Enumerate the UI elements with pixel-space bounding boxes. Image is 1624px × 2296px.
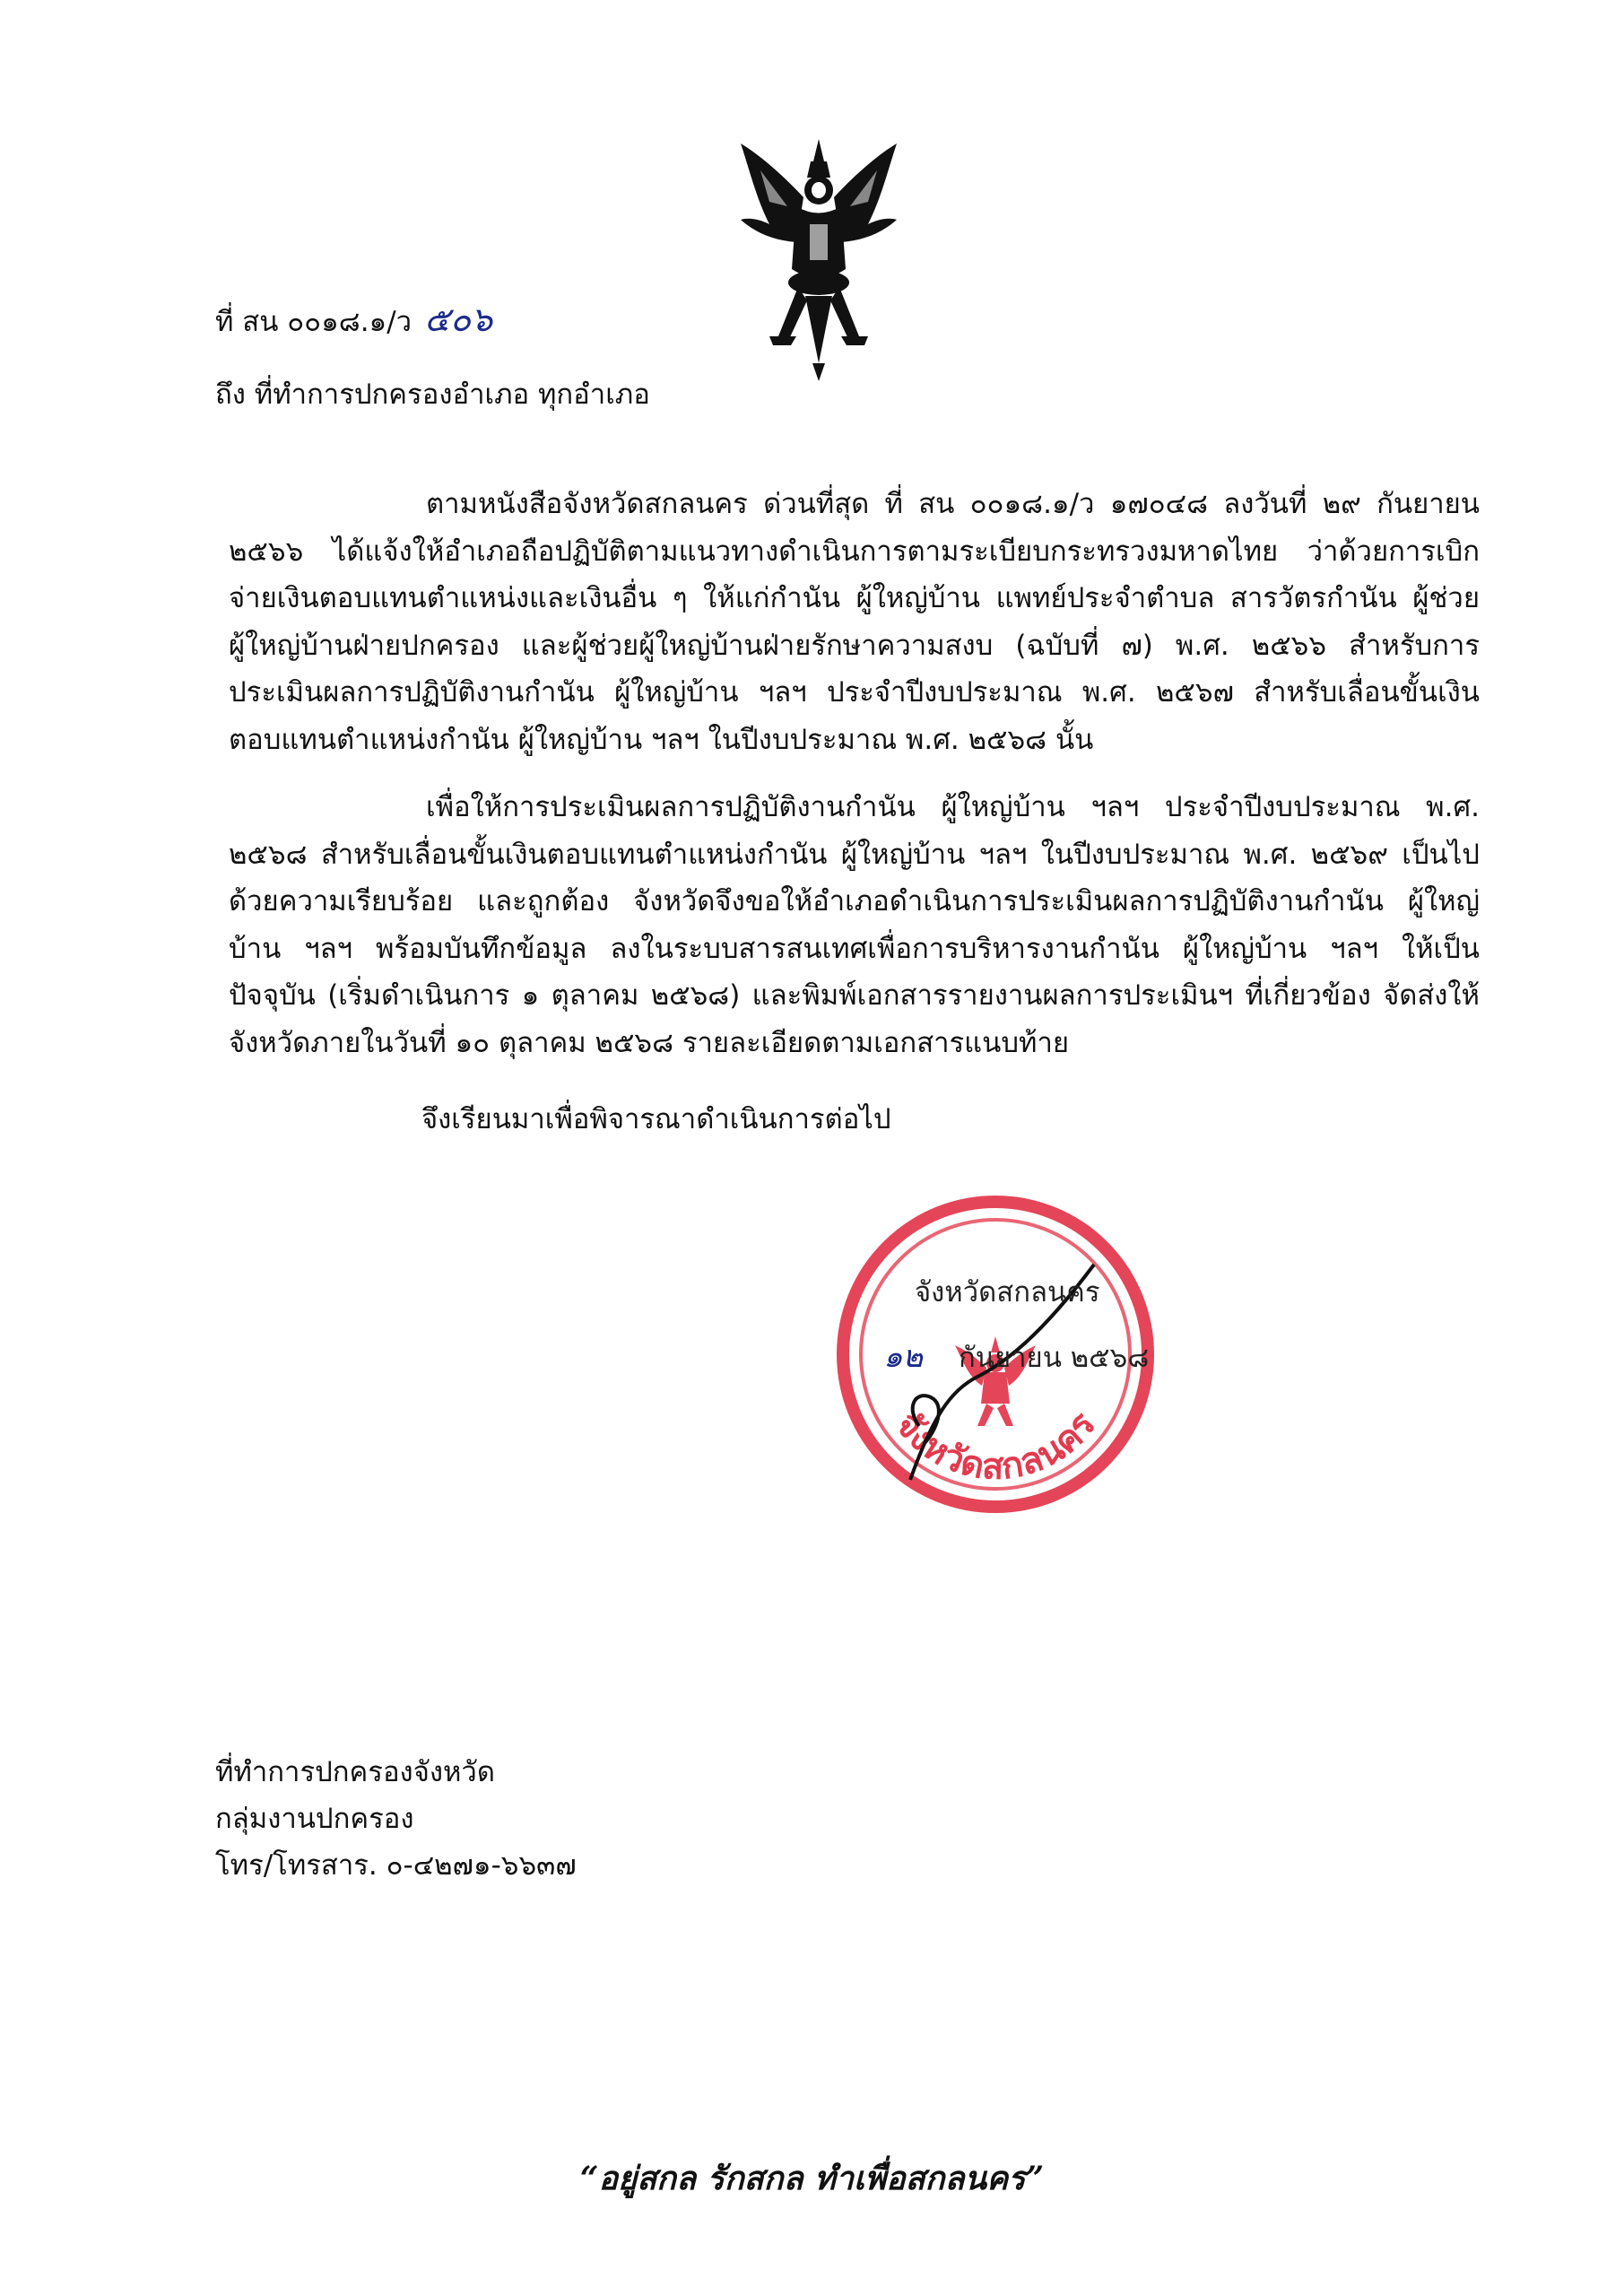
handwritten-reference-number: ๕๐๖ (424, 300, 493, 339)
signature-date (883, 1332, 1149, 1380)
reference-prefix: ที่ สน ๐๐๑๘.๑/ว (215, 306, 413, 338)
official-seal-stamp (825, 1184, 1166, 1525)
reference-number (215, 301, 492, 340)
province-slogan: “อยู่สกล รักสกล ทำเพื่อสกลนคร” (579, 2160, 1045, 2197)
handwritten-date-day: ๑๒ (883, 1339, 923, 1375)
svg-text:จังหวัดสกลนคร (887, 1405, 1104, 1488)
office-name: ที่ทำการปกครองจังหวัด (215, 1756, 495, 1788)
contact-block (215, 1749, 577, 1889)
addressee-line: ถึง ที่ทำการปกครองอำเภอ ทุกอำเภอ (215, 378, 650, 411)
stamp-text: จังหวัดสกลนคร (886, 1404, 1104, 1488)
phone-fax: โทร/โทรสาร. ๐-๔๒๗๑-๖๖๓๗ (215, 1849, 577, 1882)
body-paragraph-2 (229, 784, 1480, 1067)
division-name: กลุ่มงานปกครอง (215, 1803, 414, 1835)
paragraph-1-text: ตามหนังสือจังหวัดสกลนคร ด่วนที่สุด ที่ สน ๐๐๑๘.๑/ว ๑๗๐๔๘ ลงวันที่ ๒๙ กันยายน ๒๕๖๖ ได้แจ้งให้อำเภอถือปฏิบัติตามแนวทางดำเนินการตามระเบียบกระทรวงมหาดไทย ว่าด้วยการเบิกจ่ายเงินตอบแทนตำแหน่งและเงินอื่น ๆ ให้แก่กำนัน ผู้ใหญ่บ้าน แพทย์ประจำตำบล สารวัตรกำนัน ผู้ช่วยผู้ใหญ่บ้านฝ่ายปกครอง และผู้ช่วยผู้ใหญ่บ้านฝ่ายรักษาความสงบ (ฉบับที่ ๗) พ.ศ. ๒๕๖๖ สำหรับการประเมินผลการปฏิบัติงานกำนัน ผู้ใหญ่บ้าน ฯลฯ ประจำปีงบประมาณ พ.ศ. ๒๕๖๗ สำหรับเลื่อนขั้นเงินตอบแทนตำแหน่งกำนัน ผู้ใหญ่บ้าน ฯลฯ ในปีงบประมาณ พ.ศ. ๒๕๖๘ นั้น (229, 488, 1480, 756)
date-month-year: กันยายน ๒๕๖๘ (959, 1342, 1150, 1374)
body-paragraph-1 (229, 481, 1480, 764)
garuda-emblem-icon (734, 135, 904, 386)
closing-line: จึงเรียนมาเพื่อพิจารณาดำเนินการต่อไป (421, 1103, 891, 1135)
signature-province: จังหวัดสกลนคร (915, 1276, 1100, 1309)
paragraph-2-text: เพื่อให้การประเมินผลการปฏิบัติงานกำนัน ผู้ใหญ่บ้าน ฯลฯ ประจำปีงบประมาณ พ.ศ. ๒๕๖๘ สำหรับเลื่อนขั้นเงินตอบแทนตำแหน่งกำนัน ผู้ใหญ่บ้าน ฯลฯ ในปีงบประมาณ พ.ศ. ๒๕๖๙ เป็นไปด้วยความเรียบร้อย และถูกต้อง จังหวัดจึงขอให้อำเภอดำเนินการประเมินผลการปฏิบัติงานกำนัน ผู้ใหญ่บ้าน ฯลฯ พร้อมบันทึกข้อมูล ลงในระบบสารสนเทศเพื่อการบริหารงานกำนัน ผู้ใหญ่บ้าน ฯลฯ ให้เป็นปัจจุบัน (เริ่มดำเนินการ ๑ ตุลาคม ๒๕๖๘) และพิมพ์เอกสารรายงานผลการประเมินฯ ที่เกี่ยวข้อง จัดส่งให้จังหวัดภายในวันที่ ๑๐ ตุลาคม ๒๕๖๘ รายละเอียดตามเอกสารแนบท้าย (229, 791, 1480, 1059)
